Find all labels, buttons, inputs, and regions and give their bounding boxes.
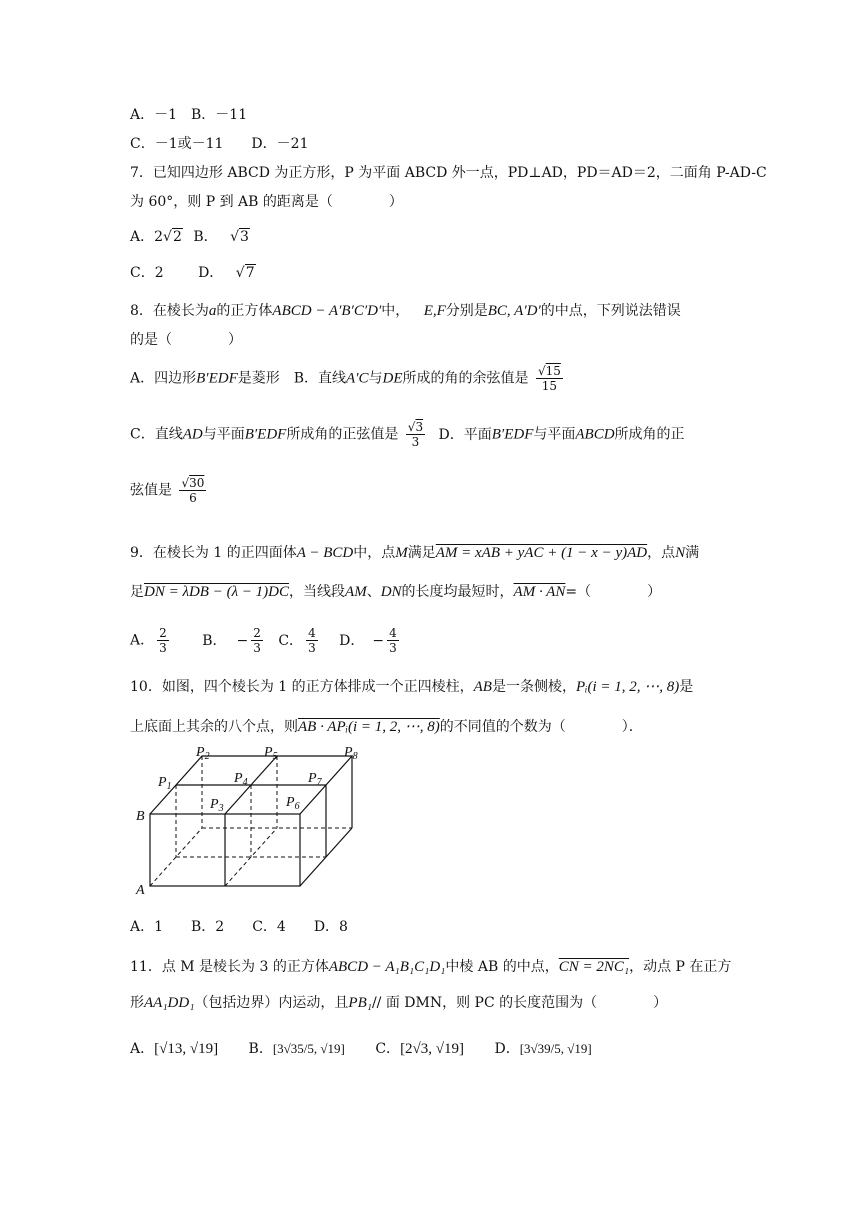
label-p8: $P_8$ [344,745,358,762]
q7-opt-b-label: B． [193,229,218,245]
q7-stem-line2: 为 60°，则 P 到 AB 的距离是（ ） [130,194,403,210]
q7-opt-b-sqrt: √3 [230,229,249,245]
label-p5: $P_5$ [264,745,278,762]
q7-stem-line1: 7．已知四边形 ABCD 为正方形，P 为平面 ABCD 外一点，PD⊥AD，PD＝AD＝2，二面角 P-AD-C [130,165,767,181]
q8-opt-d-frac: $\frac{√30}{6}$ [181,476,205,505]
label-b: B [136,809,145,824]
q6-options-line1: A．－1 B．－11 [130,107,248,123]
q9-opt-a-frac: $\frac{2}{3}$ [159,626,167,655]
q8-stem-line2: 的是（ ） [130,332,242,348]
label-p4: $P_4$ [234,771,248,788]
q10-options: A．1 B．2 C．4 D．8 [130,919,348,935]
q9-opt-d-frac: $\frac{4}{3}$ [389,626,397,655]
q7-options-ab [130,228,250,246]
q9-stem-line1: 9．在棱长为 1 的正四面体A − BCD中，点M满足AM = xAB + yAC + (1 − x − y)AD，点N满 [130,545,700,561]
q10-stem-line1: 10．如图，四个棱长为 1 的正方体排成一个正四棱柱，AB是一条侧棱，Pᵢ(i = 1, 2, ⋯, 8)是 [130,679,694,695]
q8-opt-b-frac: $\frac{√15}{15}$ [537,364,561,393]
q8-opt-c-frac: $\frac{√3}{3}$ [407,420,424,449]
q7-opt-a-label: A．2 [130,229,164,245]
q9-opt-b-frac: $\frac{2}{3}$ [253,626,261,655]
q7-options-cd [130,264,256,282]
q7-opt-d-label: D． [198,265,224,281]
label-p2: $P_2$ [196,745,210,762]
q6-options-line2: C．－1或－11 D．－21 [130,136,309,152]
q8-options-cd: C．直线AD与平面B′EDF所成角的正弦值是 $\frac{√3}{3}$ D．平面B′EDF与平面ABCD所成角的正 [130,420,685,449]
q9-opt-c-frac: $\frac{4}{3}$ [308,626,316,655]
q11-stem-line2: 形AA₁DD₁（包括边界）内运动，且PB₁// 面 DMN，则 PC 的长度范围为（ ） [130,995,668,1011]
q11-stem-line1: 11．点 M 是棱长为 3 的正方体ABCD − A₁B₁C₁D₁中棱 AB 的中点，CN = 2NC₁，动点 P 在正方 [130,959,732,975]
label-p7: $P_7$ [308,771,322,788]
q7-opt-d-sqrt: √7 [235,265,255,281]
q9-options: A． $\frac{2}{3}$ B． − $\frac{2}{3}$ C． $\frac{4}{3}$ D． − $\frac{4}{3}$ [130,626,397,655]
q10-prism-figure [130,744,370,894]
q8-stem-line1: 8．在棱长为a的正方体ABCD − A′B′C′D′中， E,F分别是BC, A′D′的中点，下列说法错误 [130,303,681,319]
q7-opt-c: C．2 [130,265,164,281]
q9-stem-line2: 足DN = λDB − (λ − 1)DC，当线段AM、DN的长度均最短时，AM · AN=（ ） [130,584,662,600]
q8-options-ab: A．四边形B′EDF是菱形 B．直线A′C与DE所成的角的余弦值是 $\frac{√15}{15}$ [130,364,561,393]
label-p6: $P_6$ [286,795,300,812]
q8-option-d-line2: 弦值是 $\frac{√30}{6}$ [130,476,205,505]
q11-options: A．[√13, √19] B．[3√35/5, √19] C．[2√3, √19] D．[3√39/5, √19] [130,1041,592,1057]
label-a: A [136,883,145,894]
label-p1: $P_1$ [158,775,172,792]
q10-stem-line2: 上底面上其余的八个点，则AB · APᵢ(i = 1, 2, ⋯, 8)的不同值的个数为（ ）． [130,719,643,735]
label-p3: $P_3$ [210,797,224,814]
q7-opt-a-sqrt: √2 [163,229,182,245]
